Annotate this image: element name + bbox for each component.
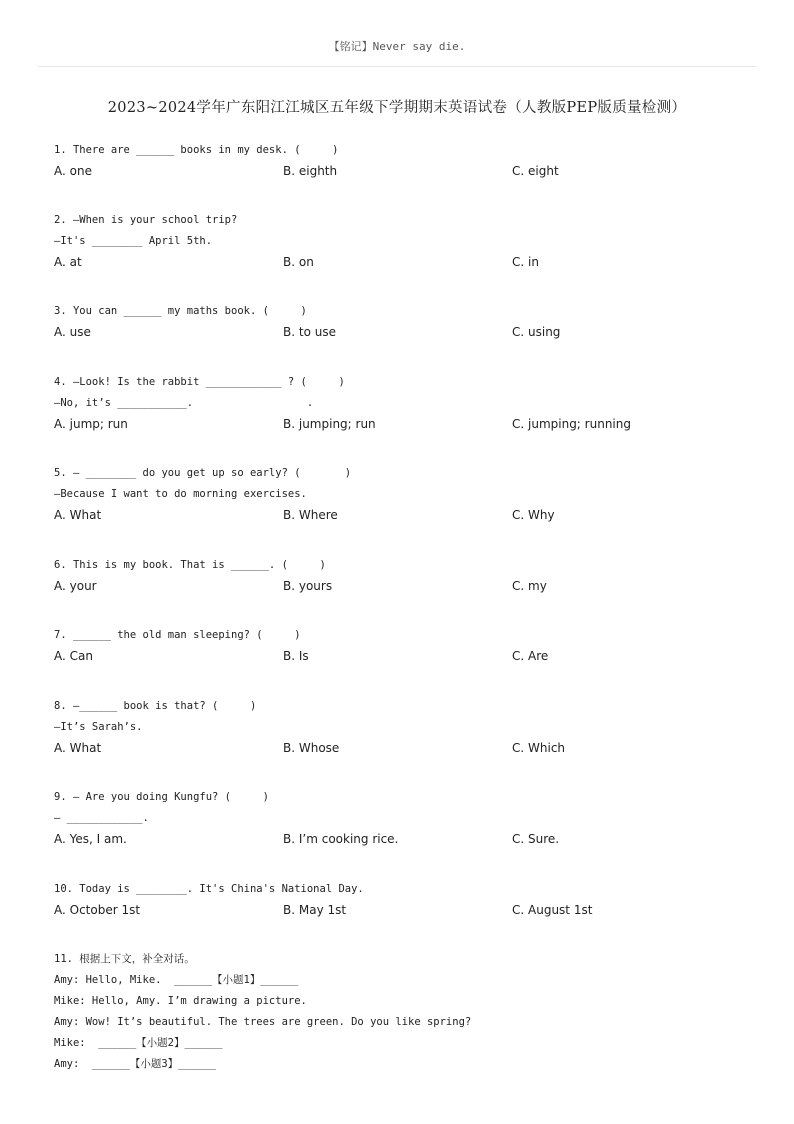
options-row xyxy=(54,322,754,343)
exam-title: 2023~2024学年广东阳江江城区五年级下学期期末英语试卷（人教版PEP版质量检测） xyxy=(107,100,687,116)
option-b: B. I’m cooking rice. xyxy=(283,832,399,846)
dialogue-line: Mike: Hello, Amy. I’m drawing a picture. xyxy=(54,995,307,1007)
option-a: A. What xyxy=(54,741,102,755)
question-5 xyxy=(54,463,754,526)
option-c: C. Sure. xyxy=(512,832,560,846)
question-9 xyxy=(54,787,754,850)
question-text: 9. — Are you doing Kungfu? ( ) xyxy=(54,791,269,803)
question-7 xyxy=(54,625,754,667)
dialogue-line: Amy: Wow! It’s beautiful. The trees are green. Do you like spring? xyxy=(54,1016,472,1028)
option-b: B. Whose xyxy=(283,741,340,755)
question-2 xyxy=(54,210,754,273)
option-a: A. jump; run xyxy=(54,417,128,431)
header-motto: 【铭记】Never say die. xyxy=(328,40,466,53)
question-text: 2. —When is your school trip? xyxy=(54,214,238,226)
options-row xyxy=(54,646,754,667)
option-b: B. on xyxy=(283,255,314,269)
question-6 xyxy=(54,555,754,597)
option-b: B. eighth xyxy=(283,164,338,178)
option-a: A. What xyxy=(54,508,102,522)
question-1 xyxy=(54,140,754,182)
option-c: C. Which xyxy=(512,741,566,755)
option-b: B. jumping; run xyxy=(283,417,376,431)
question-text: —Because I want to do morning exercises. xyxy=(54,488,307,500)
options-row xyxy=(54,505,754,526)
question-text: 5. — ________ do you get up so early? ( ) xyxy=(54,467,352,479)
options-row xyxy=(54,829,754,850)
question-text: 1. There are ______ books in my desk. ( ) xyxy=(54,144,339,156)
question-text: 4. —Look! Is the rabbit ____________ ? ( ) xyxy=(54,376,345,388)
option-c: C. jumping; running xyxy=(512,417,631,431)
question-text: 8. —______ book is that? ( ) xyxy=(54,700,257,712)
dialogue-line: Amy: ______【小题3】______ xyxy=(54,1058,217,1070)
question-text: —It’s Sarah’s. xyxy=(54,721,143,733)
question-text: 11. 根据上下文，补全对话。 xyxy=(54,953,195,965)
question-text: —No, it’s ___________. . xyxy=(54,397,314,409)
option-c: C. in xyxy=(512,255,539,269)
option-a: A. use xyxy=(54,325,91,339)
option-c: C. Why xyxy=(512,508,555,522)
option-a: A. Yes, I am. xyxy=(54,832,127,846)
dialogue-line: Mike: ______【小题2】______ xyxy=(54,1037,223,1049)
options-row xyxy=(54,738,754,759)
question-4 xyxy=(54,372,754,435)
question-11 xyxy=(54,949,754,1075)
option-c: C. Are xyxy=(512,649,549,663)
option-b: B. to use xyxy=(283,325,336,339)
options-row xyxy=(54,161,754,182)
option-c: C. using xyxy=(512,325,561,339)
option-b: B. Is xyxy=(283,649,309,663)
option-b: B. Where xyxy=(283,508,338,522)
option-a: A. at xyxy=(54,255,82,269)
question-3 xyxy=(54,301,754,343)
question-8 xyxy=(54,696,754,759)
option-a: A. Can xyxy=(54,649,93,663)
option-b: B. May 1st xyxy=(283,903,347,917)
option-c: C. August 1st xyxy=(512,903,593,917)
option-c: C. my xyxy=(512,579,547,593)
question-text: 6. This is my book. That is ______. ( ) xyxy=(54,559,326,571)
header-divider xyxy=(38,66,756,67)
question-text: — ____________. xyxy=(54,812,149,824)
option-a: A. October 1st xyxy=(54,903,141,917)
question-10 xyxy=(54,879,754,921)
options-row xyxy=(54,414,754,435)
question-text: 7. ______ the old man sleeping? ( ) xyxy=(54,629,301,641)
options-row xyxy=(54,900,754,921)
dialogue-line: Amy: Hello, Mike. ______【小题1】______ xyxy=(54,974,299,986)
options-row xyxy=(54,576,754,597)
option-a: A. one xyxy=(54,164,92,178)
option-a: A. your xyxy=(54,579,97,593)
question-text: 3. You can ______ my maths book. ( ) xyxy=(54,305,307,317)
option-b: B. yours xyxy=(283,579,333,593)
option-c: C. eight xyxy=(512,164,559,178)
question-text: —It's ________ April 5th. xyxy=(54,235,213,247)
options-row xyxy=(54,252,754,273)
question-text: 10. Today is ________. It's China's National Day. xyxy=(54,883,364,895)
